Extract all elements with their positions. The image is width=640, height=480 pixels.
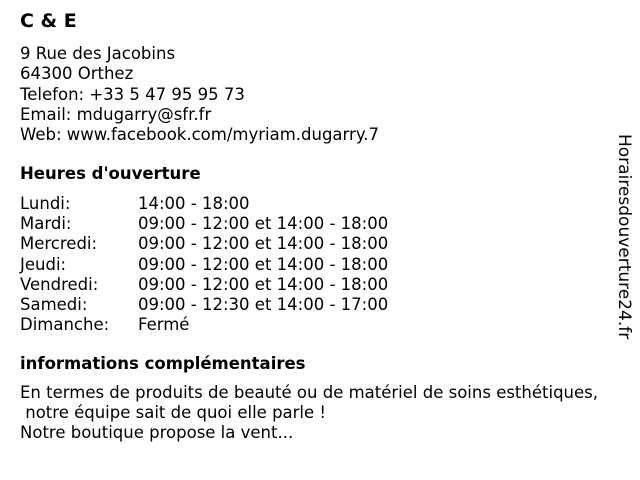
hours-heading: Heures d'ouverture xyxy=(20,164,201,183)
day-label: Jeudi: xyxy=(20,254,67,274)
hours-row-friday xyxy=(20,275,388,295)
day-label: Mardi: xyxy=(20,214,72,234)
hours-value: 09:00 - 12:30 et 14:00 - 17:00 xyxy=(138,295,389,315)
hours-row-tuesday xyxy=(20,214,388,234)
email-line: Email: mdugarry@sfr.fr xyxy=(20,104,212,124)
address-street: 9 Rue des Jacobins xyxy=(20,44,176,63)
info-text: En termes de produits de beauté ou de matériel de soins esthétiques, notre équipe sait de quoi elle parle ! Notre boutique propose la vent... xyxy=(20,383,598,442)
hours-value: 09:00 - 12:00 et 14:00 - 18:00 xyxy=(138,274,389,294)
day-label: Samedi: xyxy=(20,295,88,315)
address-city: 64300 Orthez xyxy=(20,64,134,84)
contact-block xyxy=(20,44,379,145)
hours-row-thursday xyxy=(20,255,388,275)
hours-value: 09:00 - 12:00 et 14:00 - 18:00 xyxy=(138,254,389,274)
info-heading: informations complémentaires xyxy=(20,354,306,373)
day-label: Lundi: xyxy=(20,194,71,213)
hours-value: 14:00 - 18:00 xyxy=(138,194,250,213)
hours-row-monday xyxy=(20,194,388,214)
business-name: C & E xyxy=(20,10,77,32)
day-label: Dimanche: xyxy=(20,315,110,335)
phone-line: Telefon: +33 5 47 95 95 73 xyxy=(20,84,245,104)
hours-value: Fermé xyxy=(138,315,190,335)
hours-row-saturday xyxy=(20,295,388,315)
watermark-text: Horairesdouverture24.fr xyxy=(614,134,634,340)
hours-row-wednesday xyxy=(20,234,388,254)
web-line: Web: www.facebook.com/myriam.dugarry.7 xyxy=(20,125,379,145)
hours-value: 09:00 - 12:00 et 14:00 - 18:00 xyxy=(138,214,389,234)
hours-table xyxy=(20,194,388,335)
hours-row-sunday xyxy=(20,315,388,335)
day-label: Vendredi: xyxy=(20,274,99,294)
day-label: Mercredi: xyxy=(20,234,98,254)
hours-value: 09:00 - 12:00 et 14:00 - 18:00 xyxy=(138,234,389,254)
